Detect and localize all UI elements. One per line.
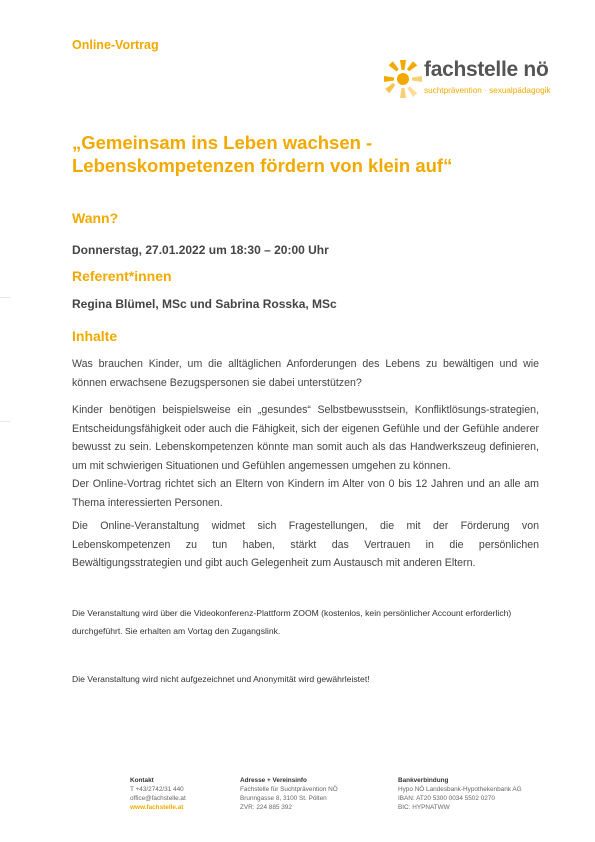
anonymity-note: Die Veranstaltung wird nicht aufgezeichnet und Anonymität wird gewährleistet! xyxy=(72,674,370,684)
logo-name: fachstelle nö xyxy=(424,58,549,81)
content-paragraph-4: Die Online-Veranstaltung widmet sich Fragestellungen, die mit der Förderung von Lebenskompetenzen zu tun haben, stärkt das Vertrauen in die persönlichen Bewältigungsstrategien und gibt auch Gelegenheit zum Austausch mit anderen Eltern. xyxy=(72,520,539,569)
margin-mark xyxy=(0,297,10,298)
logo-subtitle: suchtprävention · sexualpädagogik xyxy=(424,86,551,95)
footer-website-link[interactable]: www.fachstelle.at xyxy=(130,804,184,811)
footer-bank-label: Bankverbindung xyxy=(398,777,449,784)
content-paragraph-1: Was brauchen Kinder, um die alltäglichen Anforderungen des Lebens zu bewältigen und wie können erwachsene Bezugspersonen sie dabei unterstützen? xyxy=(72,358,539,389)
footer-bank-line: BIC: HYPNATWW xyxy=(398,804,450,811)
content-heading: Inhalte xyxy=(72,328,118,344)
footer-bank xyxy=(398,776,522,812)
footer-contact xyxy=(130,776,186,812)
footer-address-line: Brunngasse 8, 3100 St. Pölten xyxy=(240,795,327,802)
footer-address-label: Adresse + Vereinsinfo xyxy=(240,777,307,784)
event-title-line-1: „Gemeinsam ins Leben wachsen - xyxy=(72,132,373,153)
when-heading: Wann? xyxy=(72,210,119,226)
document-type-label: Online-Vortrag xyxy=(72,38,159,52)
footer-contact-label: Kontakt xyxy=(130,777,154,784)
footer-bank-line: IBAN: AT20 5300 0034 5502 0270 xyxy=(398,795,495,802)
content-paragraph-2: Kinder benötigen beispielsweise ein „gesundes“ Selbstbewusstsein, Konfliktlösungs-strategien, Entscheidungsfähigkeit oder auch die Fähigkeit, sich der eigenen Gefühle und der Gefühle anderer bewusst zu sein. Lebenskompetenzen könnte man somit auch als das Handwerkszeug definieren, um mit schwierigen Situationen und Gefühlen angemessen umgehen zu können. xyxy=(72,404,539,472)
sun-logo-icon xyxy=(380,56,426,102)
zoom-note: Die Veranstaltung wird über die Videokonferenz-Plattform ZOOM (kostenlos, kein persönlicher Account erforderlich) durchgeführt. Sie erhalten am Vortag den Zugangslink. xyxy=(72,608,512,636)
content-paragraph-3: Der Online-Vortrag richtet sich an Eltern von Kindern im Alter von 0 bis 12 Jahren und an alle am Thema interessierten Personen. xyxy=(72,478,539,509)
fachstelle-logo xyxy=(380,56,570,102)
speakers-names: Regina Blümel, MSc und Sabrina Rosska, MSc xyxy=(72,297,337,311)
footer-phone: T +43/2742/31 440 xyxy=(130,786,184,793)
margin-mark xyxy=(0,421,10,422)
event-date: Donnerstag, 27.01.2022 um 18:30 – 20:00 Uhr xyxy=(72,243,329,257)
footer-email[interactable]: office@fachstelle.at xyxy=(130,795,186,802)
footer-address xyxy=(240,776,338,812)
footer-bank-line: Hypo NÖ Landesbank-Hypothekenbank AG xyxy=(398,786,522,793)
event-title-line-2: Lebenskompetenzen fördern von klein auf“ xyxy=(72,155,453,176)
speakers-heading: Referent*innen xyxy=(72,268,172,284)
footer-address-line: ZVR: 224 885 392 xyxy=(240,804,292,811)
footer-address-line: Fachstelle für Suchtprävention NÖ xyxy=(240,786,338,793)
event-title xyxy=(72,131,542,177)
